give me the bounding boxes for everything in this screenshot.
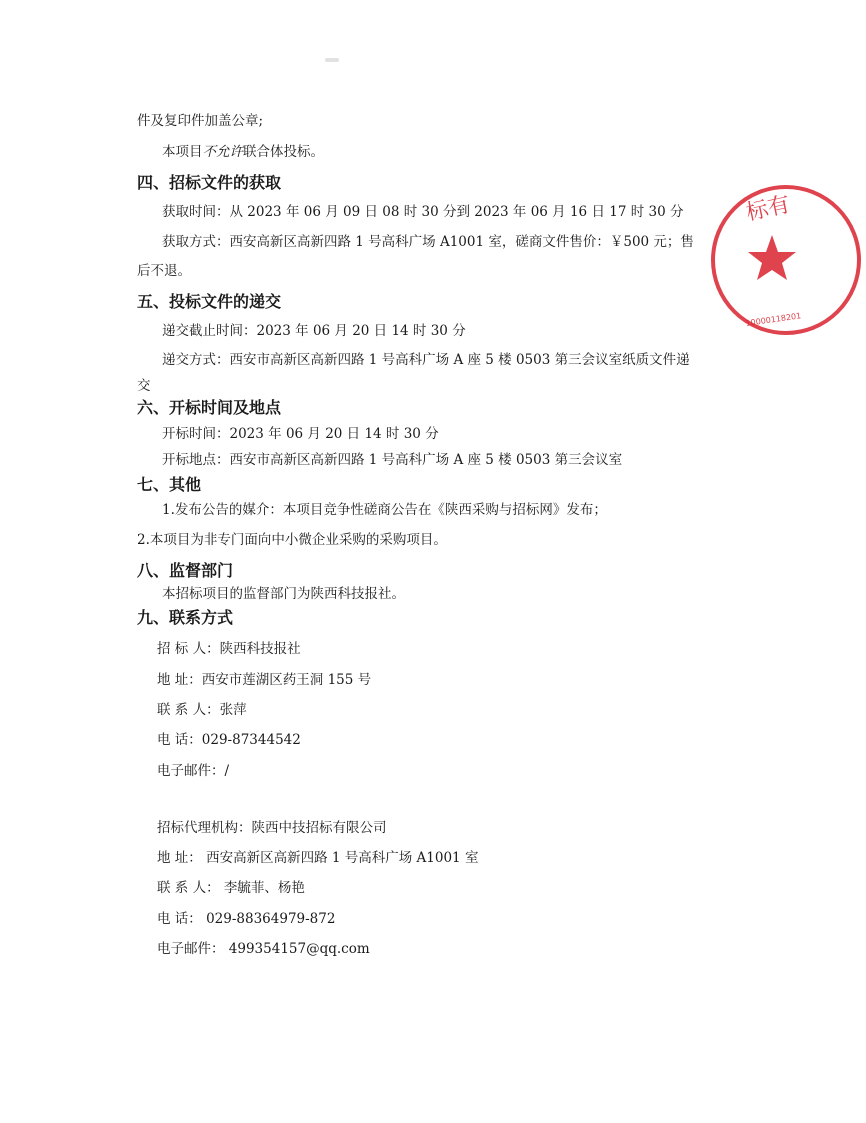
text-line: 交 xyxy=(137,378,151,394)
text-line: 开标时间：2023 年 06 月 20 日 14 时 30 分 xyxy=(162,426,439,442)
section-heading-9: 九、联系方式 xyxy=(137,608,234,627)
section-heading-7: 七、其他 xyxy=(137,475,202,494)
text-line: 本招标项目的监督部门为陕西科技报社。 xyxy=(162,586,405,602)
agency-address: 地 址： 西安高新区高新四路 1 号高科广场 A1001 室 xyxy=(157,850,479,866)
section-heading-5: 五、投标文件的递交 xyxy=(137,292,282,311)
text-line: 后不退。 xyxy=(137,263,191,279)
stamp-text-top: 标有 xyxy=(744,192,793,226)
stamp-code: 10000118201 xyxy=(745,311,802,328)
text-line: 件及复印件加盖公章; xyxy=(137,113,264,129)
text-line-joint-bid: 本项目不允许联合体投标。 xyxy=(162,144,324,160)
text-line: 获取方式：西安高新区高新四路 1 号高科广场 A1001 室，磋商文件售价：￥500 元；售 xyxy=(162,234,694,250)
scan-smudge xyxy=(325,58,339,62)
agency-person: 联 系 人： 李毓菲、杨艳 xyxy=(157,880,305,896)
text-line: 1.发布公告的媒介：本项目竞争性磋商公告在《陕西采购与招标网》发布； xyxy=(162,502,607,518)
contact-person: 联 系 人：张萍 xyxy=(157,702,247,718)
contact-email: 电子邮件：/ xyxy=(157,763,230,779)
agency-email: 电子邮件： 499354157@qq.com xyxy=(157,941,370,957)
section-heading-6: 六、开标时间及地点 xyxy=(137,398,282,417)
contact-address: 地 址：西安市莲湖区药王洞 155 号 xyxy=(157,672,372,688)
contact-phone: 电 话：029-87344542 xyxy=(157,732,301,748)
agency-name: 招标代理机构：陕西中技招标有限公司 xyxy=(157,820,387,836)
company-seal-stamp xyxy=(706,180,866,340)
section-heading-8: 八、监督部门 xyxy=(137,561,234,580)
text-line: 递交截止时间：2023 年 06 月 20 日 14 时 30 分 xyxy=(162,323,466,339)
agency-phone: 电 话： 029-88364979-872 xyxy=(157,911,336,927)
section-heading-4: 四、招标文件的获取 xyxy=(137,173,282,192)
contact-tenderer: 招 标 人：陕西科技报社 xyxy=(157,641,301,657)
text-line: 2.本项目为非专门面向中小微企业采购的采购项目。 xyxy=(137,532,447,548)
text-line: 开标地点：西安市高新区高新四路 1 号高科广场 A 座 5 楼 0503 第三会议室 xyxy=(162,452,623,468)
text-line: 递交方式：西安市高新区高新四路 1 号高科广场 A 座 5 楼 0503 第三会议室纸质文件递 xyxy=(162,352,690,368)
text-line: 获取时间：从 2023 年 06 月 09 日 08 时 30 分到 2023 年 06 月 16 日 17 时 30 分 xyxy=(162,204,684,220)
